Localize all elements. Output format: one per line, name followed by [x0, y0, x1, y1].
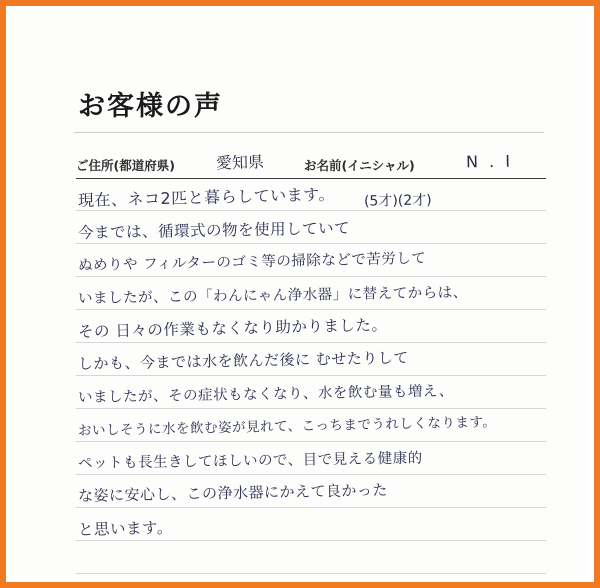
rule-line — [76, 507, 546, 508]
rule-line — [76, 540, 546, 541]
form-header-row — [76, 150, 546, 176]
rule-line — [76, 573, 546, 574]
rule-line — [76, 474, 546, 475]
handwritten-line: ぬめりや フィルターのゴミ等の掃除などで苦労して — [77, 250, 427, 274]
handwritten-line: と思います。 — [77, 518, 173, 539]
rule-line — [76, 309, 546, 310]
rule-line — [76, 441, 546, 442]
paper-sheet — [12, 12, 588, 576]
rule-line — [76, 210, 546, 211]
handwritten-line: いましたが、この「わんにゃん浄水器」に替えてからは、 — [77, 284, 468, 307]
name-label: お名前(イニシャル) — [304, 158, 415, 173]
rule-line — [76, 243, 546, 244]
handwritten-line: ペットも長生きしてほしいので、目で見える健康的 — [77, 450, 423, 472]
handwritten-line: 現在、ネコ2匹と暮らしています。 — [77, 184, 336, 210]
handwritten-line: おいしそうに水を飲む姿が見れて、こっちまでうれしくなります。 — [77, 414, 497, 439]
handwritten-line: な姿に安心し、この浄水器にかえて良かった — [77, 481, 389, 505]
name-value: N . I — [465, 151, 514, 172]
handwritten-body — [76, 184, 546, 574]
handwritten-annotation: (5才)(2才) — [363, 192, 432, 210]
address-label: ご住所(都道府県) — [76, 158, 175, 173]
rule-line — [76, 342, 546, 343]
handwritten-line: しかも、今までは水を飲んだ後に むせたりして — [77, 348, 409, 373]
rule-line — [76, 408, 546, 409]
handwritten-line: その 日々の作業もなくなり助かりました。 — [77, 315, 388, 341]
page-title: お客様の声 — [78, 91, 223, 122]
handwritten-line: いましたが、その症状もなくなり、水を飲む量も増え、 — [77, 383, 454, 406]
address-value: 愛知県 — [215, 152, 265, 173]
handwritten-line: 今までは、循環式の物を使用していて — [77, 219, 351, 242]
rule-line — [76, 276, 546, 277]
rule-line — [76, 375, 546, 376]
title-divider — [74, 132, 544, 133]
